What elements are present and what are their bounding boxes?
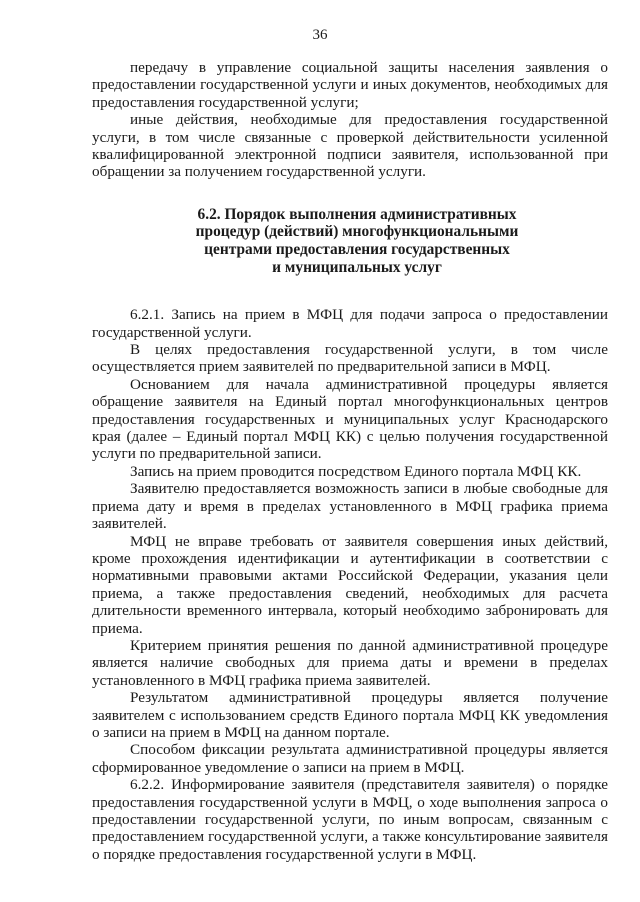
section-heading-line: центрами предоставления государственных [204, 241, 510, 259]
paragraph: В целях предоставления государственной услуги, в том числе осуществляется прием заявителей по предварительной записи в МФЦ. [92, 341, 608, 376]
paragraph: 6.2.2. Информирование заявителя (представителя заявителя) о порядке предоставления государственной услуги в МФЦ, о ходе выполнения запроса о предоставлении государственной услуги, по иным вопросам, связанным с предоставлением государственной услуги, а также консультирование заявителя о порядке предоставления государственной услуги в МФЦ. [92, 776, 608, 863]
section-heading [92, 206, 608, 276]
document-body [92, 59, 608, 863]
paragraph: 6.2.1. Запись на прием в МФЦ для подачи запроса о предоставлении государственной услуги. [92, 306, 608, 341]
paragraph: передачу в управление социальной защиты населения заявления о предоставлении государственной услуги и иных документов, необходимых для предоставления государственной услуги; [92, 59, 608, 111]
paragraph: МФЦ не вправе требовать от заявителя совершения иных действий, кроме прохождения идентификации и аутентификации в соответствии с нормативными правовыми актами Российской Федерации, указания цели приема, а также предоставления сведений, необходимых для расчета длительности временного интервала, который необходимо забронировать для приема. [92, 532, 608, 637]
section-heading-line: 6.2. Порядок выполнения административных [197, 205, 517, 223]
section-heading-line: и муниципальных услуг [272, 258, 442, 276]
paragraph: Основанием для начала административной процедуры является обращение заявителя на Единый портал многофункциональных центров предоставления государственных и муниципальных услуг Краснодарского края (далее – Единый портал МФЦ КК) с целью получения государственной услуги по предварительной записи. [92, 375, 608, 463]
section-heading-line: процедур (действий) многофункциональными [195, 223, 519, 241]
paragraph: Заявителю предоставляется возможность записи в любые свободные для приема дату и время в пределах установленного в МФЦ графика приема заявителей. [92, 480, 608, 533]
paragraph: Запись на прием проводится посредством Единого портала МФЦ КК. [130, 462, 582, 480]
paragraph: Результатом административной процедуры является получение заявителем с использованием средств Единого портала МФЦ КК уведомления о записи на прием в МФЦ на данном портале. [92, 689, 608, 741]
paragraph: иные действия, необходимые для предоставления государственной услуги, в том числе связанные с проверкой действительности усиленной квалифицированной электронной подписи заявителя, использованной при обращении за получением государственной услуги. [92, 111, 608, 181]
page-number: 36 [312, 27, 328, 43]
paragraph: Критерием принятия решения по данной административной процедуре является наличие свободных для приема даты и времени в пределах установленного в МФЦ графика приема заявителей. [92, 636, 608, 689]
paragraph: Способом фиксации результата административной процедуры является сформированное уведомление о записи на прием в МФЦ. [92, 741, 608, 776]
